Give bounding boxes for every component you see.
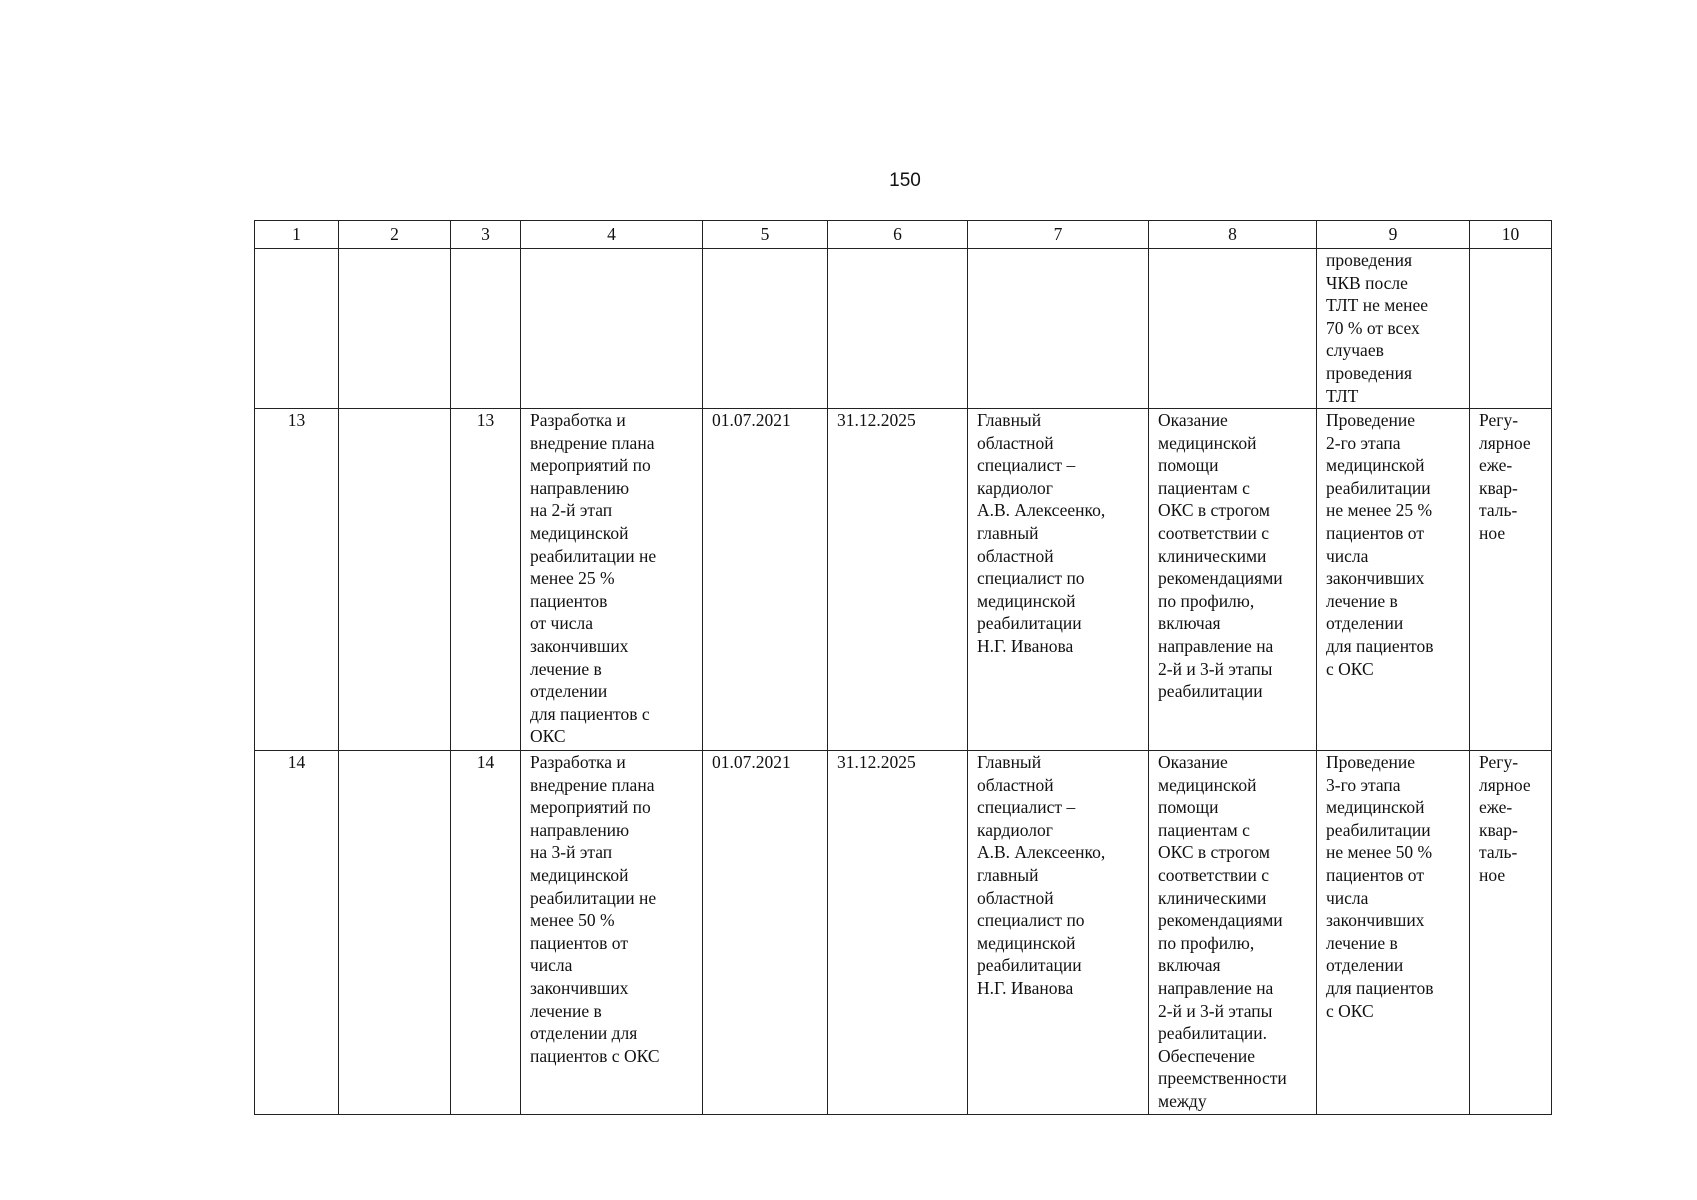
table-cell <box>255 409 339 751</box>
cell-line: для пациентов <box>1326 977 1434 998</box>
table-cell <box>1317 751 1470 1115</box>
cell-line: отделении <box>530 681 608 702</box>
cell-line: квар- <box>1479 819 1518 840</box>
cell-line: реабилитации <box>1326 477 1431 498</box>
cell-line: медицинской <box>977 590 1076 611</box>
cell-line: от числа <box>530 613 593 634</box>
cell-line: на 2-й этап <box>530 500 613 521</box>
cell-line: областной <box>977 774 1054 795</box>
cell-line: рекомендациями <box>1158 910 1283 931</box>
cell-line: главный <box>977 864 1039 885</box>
cell-line: направлению <box>530 477 630 498</box>
cell-line: преемственности <box>1158 1068 1287 1089</box>
cell-line: лечение в <box>530 658 602 679</box>
cell-line: Оказание <box>1158 410 1228 430</box>
plan-table <box>254 220 1552 1115</box>
column-number: 6 <box>828 221 968 249</box>
cell-line: реабилитации не <box>530 545 657 566</box>
cell-line: реабилитации <box>977 955 1082 976</box>
table-cell <box>521 249 703 409</box>
table-cell <box>255 751 339 1115</box>
cell-line: специалист – <box>977 797 1076 818</box>
table-cell <box>968 409 1149 751</box>
cell-line: кардиолог <box>977 819 1053 840</box>
cell-line: числа <box>530 955 573 976</box>
cell-line: ЧКВ после <box>1326 272 1408 293</box>
column-number-row <box>255 221 1552 249</box>
table-cell <box>451 751 521 1115</box>
table-row-continuation <box>255 249 1552 409</box>
cell-line: ОКС <box>530 726 566 747</box>
cell-line: кардиолог <box>977 477 1053 498</box>
table-cell <box>339 751 451 1115</box>
cell-line: специалист по <box>977 910 1085 931</box>
table-cell <box>703 249 828 409</box>
cell-line: внедрение плана <box>530 432 655 453</box>
cell-line: реабилитации <box>977 613 1082 634</box>
cell-line: 14 <box>287 752 306 772</box>
cell-line: квар- <box>1479 477 1518 498</box>
cell-line: еже- <box>1479 797 1513 818</box>
cell-line: Главный <box>977 752 1042 772</box>
table-cell <box>1149 409 1317 751</box>
cell-line: мероприятий по <box>530 455 651 476</box>
cell-line: помощи <box>1158 455 1219 476</box>
cell-line: специалист по <box>977 568 1085 589</box>
table-cell <box>1317 249 1470 409</box>
column-number: 3 <box>451 221 521 249</box>
cell-line: ное <box>1479 864 1506 885</box>
table-cell <box>451 409 521 751</box>
cell-line: с ОКС <box>1326 658 1374 679</box>
table-cell <box>703 751 828 1115</box>
cell-line: реабилитации <box>1158 681 1263 702</box>
cell-line: 31.12.2025 <box>837 410 916 430</box>
cell-line: медицинской <box>530 864 629 885</box>
cell-line: 2-го этапа <box>1326 432 1401 453</box>
cell-line: пациентов от <box>1326 522 1424 543</box>
cell-line: внедрение плана <box>530 774 655 795</box>
cell-line: областной <box>977 545 1054 566</box>
cell-line: лечение в <box>1326 590 1398 611</box>
cell-line: реабилитации. <box>1158 1023 1267 1044</box>
table-row-13 <box>255 409 1552 751</box>
cell-line: отделении <box>1326 955 1404 976</box>
cell-line: менее 50 % <box>530 910 615 931</box>
column-number: 10 <box>1470 221 1552 249</box>
cell-line: соответствии с <box>1158 864 1270 885</box>
cell-line: медицинской <box>1326 455 1425 476</box>
cell-line: лярное <box>1479 774 1531 795</box>
cell-line: Разработка и <box>530 410 626 430</box>
cell-line: не менее 25 % <box>1326 500 1433 521</box>
cell-line: ТЛТ не менее <box>1326 295 1429 316</box>
table-row-14 <box>255 751 1552 1115</box>
table-cell <box>1470 409 1552 751</box>
cell-line: клиническими <box>1158 545 1267 566</box>
cell-line: пациентам с <box>1158 819 1250 840</box>
cell-line: таль- <box>1479 842 1518 863</box>
cell-line: областной <box>977 432 1054 453</box>
cell-line: случаев <box>1326 340 1384 361</box>
cell-line: не менее 50 % <box>1326 842 1433 863</box>
table-cell <box>339 249 451 409</box>
table-cell <box>968 249 1149 409</box>
cell-line: медицинской <box>530 522 629 543</box>
cell-line: А.В. Алексеенко, <box>977 842 1106 863</box>
cell-line: еже- <box>1479 455 1513 476</box>
page-number: 150 <box>889 170 921 191</box>
cell-line: лечение в <box>530 1000 602 1021</box>
cell-line: ное <box>1479 522 1506 543</box>
cell-line: специалист – <box>977 455 1076 476</box>
cell-line: включая <box>1158 955 1221 976</box>
cell-line: 13 <box>287 410 306 430</box>
cell-line: 14 <box>476 752 495 772</box>
cell-line: Регу- <box>1479 410 1519 430</box>
cell-line: ОКС в строгом <box>1158 500 1270 521</box>
cell-line: пациентам с <box>1158 477 1250 498</box>
table-cell <box>1317 409 1470 751</box>
cell-line: отделении <box>1326 613 1404 634</box>
cell-line: реабилитации <box>1326 819 1431 840</box>
column-number: 2 <box>339 221 451 249</box>
table-cell <box>1149 751 1317 1115</box>
cell-line: 3-го этапа <box>1326 774 1401 795</box>
cell-line: таль- <box>1479 500 1518 521</box>
cell-line: помощи <box>1158 797 1219 818</box>
column-number: 9 <box>1317 221 1470 249</box>
table-cell <box>968 751 1149 1115</box>
cell-line: медицинской <box>1326 797 1425 818</box>
table-cell <box>255 249 339 409</box>
table-cell <box>1470 751 1552 1115</box>
cell-line: для пациентов <box>1326 635 1434 656</box>
cell-line: закончивших <box>530 635 629 656</box>
cell-line: областной <box>977 887 1054 908</box>
cell-line: для пациентов с <box>530 703 650 724</box>
cell-line: Обеспечение <box>1158 1045 1256 1066</box>
column-number: 4 <box>521 221 703 249</box>
cell-line: на 3-й этап <box>530 842 613 863</box>
cell-line: клиническими <box>1158 887 1267 908</box>
cell-line: с ОКС <box>1326 1000 1374 1021</box>
cell-line: закончивших <box>1326 910 1425 931</box>
cell-line: направление на <box>1158 635 1274 656</box>
cell-line: Регу- <box>1479 752 1519 772</box>
cell-line: Разработка и <box>530 752 626 772</box>
cell-line: закончивших <box>1326 568 1425 589</box>
cell-line: реабилитации не <box>530 887 657 908</box>
cell-line: включая <box>1158 613 1221 634</box>
column-number: 8 <box>1149 221 1317 249</box>
cell-line: медицинской <box>1158 432 1257 453</box>
column-number: 5 <box>703 221 828 249</box>
table-cell <box>828 249 968 409</box>
cell-line: рекомендациями <box>1158 568 1283 589</box>
column-number: 1 <box>255 221 339 249</box>
cell-line: направление на <box>1158 977 1274 998</box>
cell-line: направлению <box>530 819 630 840</box>
table-cell <box>828 409 968 751</box>
cell-line: мероприятий по <box>530 797 651 818</box>
table-cell <box>339 409 451 751</box>
column-number: 7 <box>968 221 1149 249</box>
cell-line: соответствии с <box>1158 522 1270 543</box>
cell-line: 13 <box>476 410 495 430</box>
cell-line: Н.Г. Иванова <box>977 977 1074 998</box>
cell-line: Проведение <box>1326 752 1416 772</box>
cell-line: 01.07.2021 <box>712 410 791 430</box>
table-cell <box>1149 249 1317 409</box>
cell-line: лярное <box>1479 432 1531 453</box>
cell-line: ТЛТ <box>1326 385 1359 406</box>
cell-line: 2-й и 3-й этапы <box>1158 1000 1273 1021</box>
cell-line: между <box>1158 1090 1207 1111</box>
table-cell <box>521 751 703 1115</box>
cell-line: 31.12.2025 <box>837 752 916 772</box>
cell-line: пациентов с ОКС <box>530 1045 660 1066</box>
cell-line: числа <box>1326 545 1369 566</box>
cell-line: пациентов от <box>530 932 628 953</box>
cell-line: пациентов <box>530 590 608 611</box>
cell-line: числа <box>1326 887 1369 908</box>
cell-line: пациентов от <box>1326 864 1424 885</box>
cell-line: медицинской <box>977 932 1076 953</box>
cell-line: Главный <box>977 410 1042 430</box>
cell-line: по профилю, <box>1158 590 1255 611</box>
cell-line: по профилю, <box>1158 932 1255 953</box>
table-cell <box>451 249 521 409</box>
cell-line: лечение в <box>1326 932 1398 953</box>
cell-line: ОКС в строгом <box>1158 842 1270 863</box>
cell-line: менее 25 % <box>530 568 615 589</box>
cell-line: 2-й и 3-й этапы <box>1158 658 1273 679</box>
cell-line: Проведение <box>1326 410 1416 430</box>
cell-line: медицинской <box>1158 774 1257 795</box>
cell-line: Н.Г. Иванова <box>977 635 1074 656</box>
cell-line: проведения <box>1326 362 1413 383</box>
table-cell <box>521 409 703 751</box>
table-cell <box>703 409 828 751</box>
cell-line: проведения <box>1326 250 1413 270</box>
table-cell <box>828 751 968 1115</box>
cell-line: закончивших <box>530 977 629 998</box>
cell-line: 70 % от всех <box>1326 317 1420 338</box>
cell-line: главный <box>977 522 1039 543</box>
cell-line: отделении для <box>530 1023 638 1044</box>
cell-line: Оказание <box>1158 752 1228 772</box>
cell-line: 01.07.2021 <box>712 752 791 772</box>
cell-line: А.В. Алексеенко, <box>977 500 1106 521</box>
table-cell <box>1470 249 1552 409</box>
